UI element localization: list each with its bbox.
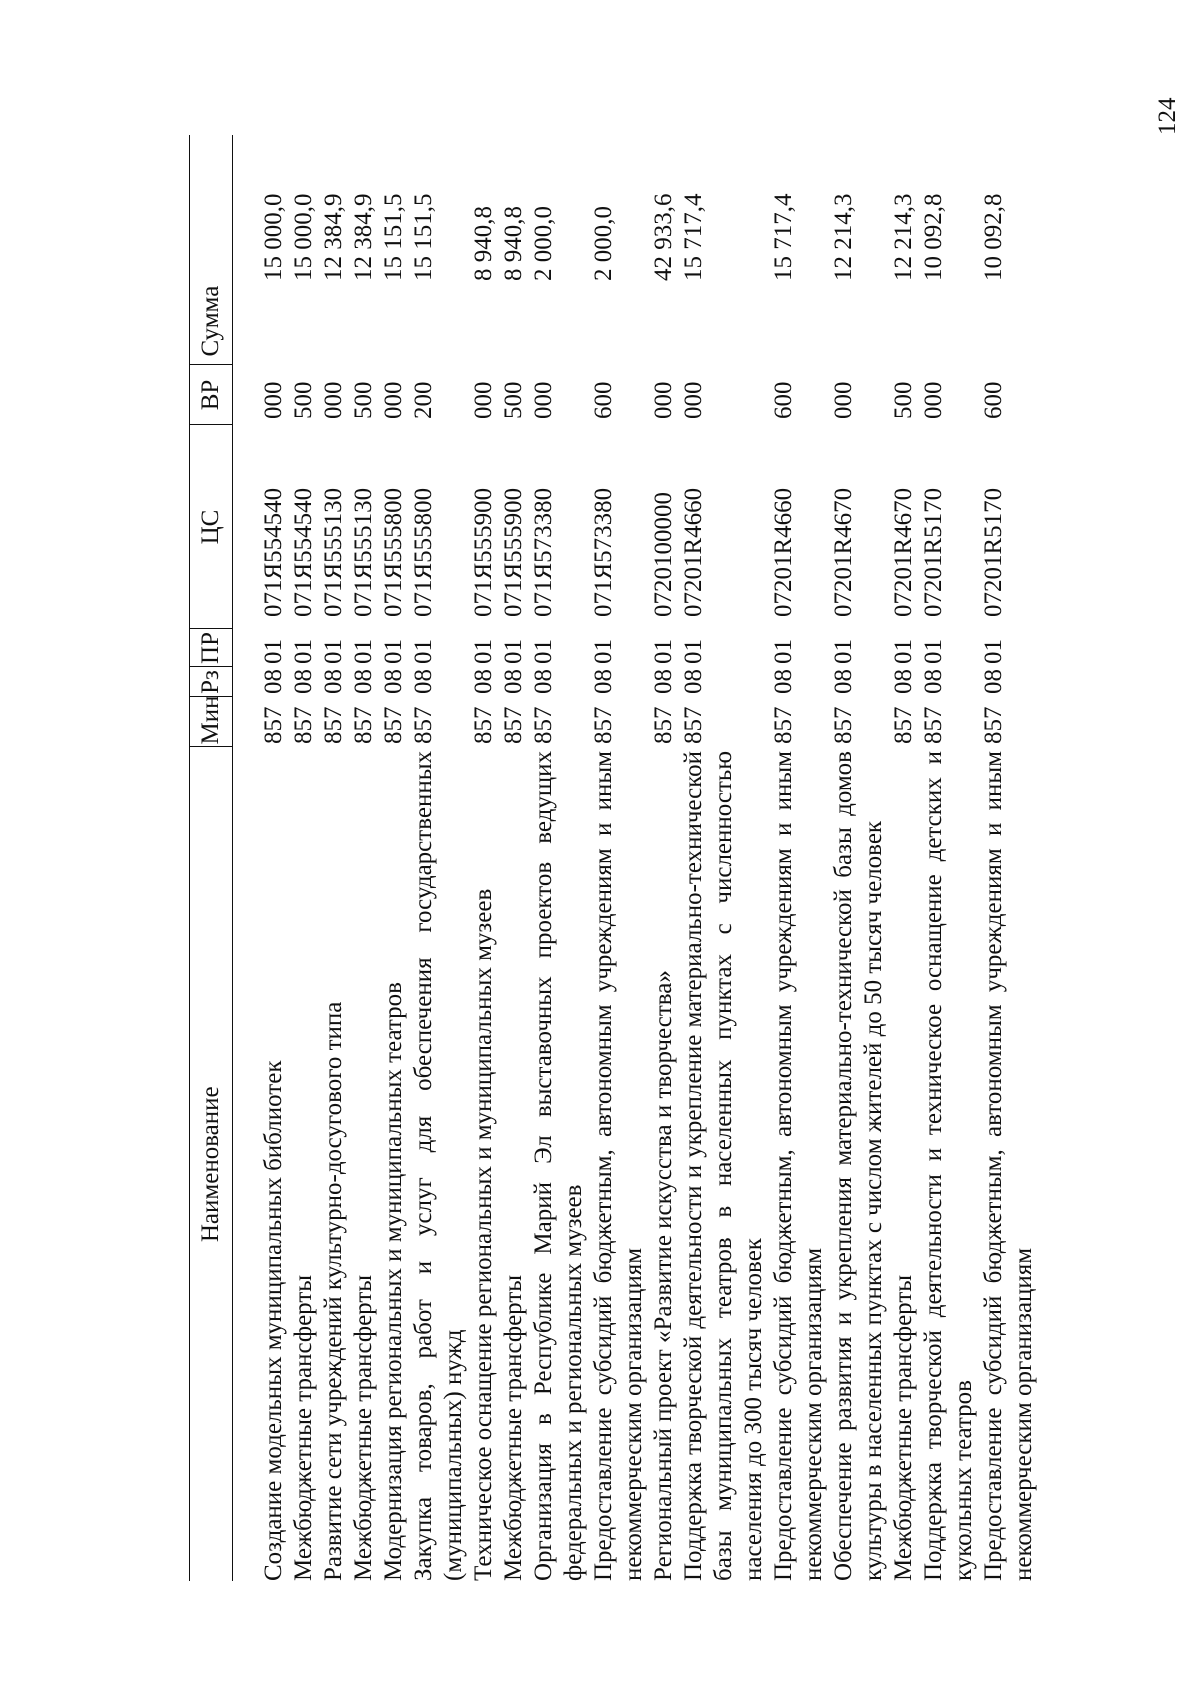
cell-sum: 12 214,3 — [830, 193, 857, 281]
cell-name: Межбюджетные трансферты — [500, 1274, 527, 1581]
cell-sum: 15 717,4 — [770, 193, 797, 281]
cell-rz: 08 — [470, 669, 497, 694]
cell-min: 857 — [350, 706, 377, 744]
cell-cs: 071Я555900 — [470, 487, 497, 617]
cell-vr: 200 — [410, 381, 437, 419]
cell-pr: 01 — [770, 639, 797, 664]
cell-cs: 07201R4660 — [680, 487, 707, 617]
cell-min: 857 — [590, 706, 617, 744]
table-row — [529, 135, 589, 1581]
cell-sum: 10 092,8 — [980, 193, 1007, 281]
cell-min: 857 — [260, 706, 287, 744]
cell-cs: 071Я573380 — [590, 487, 617, 617]
cell-pr: 01 — [500, 639, 527, 664]
header-sum: Сумма — [190, 135, 233, 365]
cell-sum: 15 000,0 — [260, 193, 287, 281]
table-row — [379, 135, 409, 1581]
cell-vr: 000 — [650, 381, 677, 419]
cell-min: 857 — [290, 706, 317, 744]
table-row — [409, 135, 469, 1581]
cell-rz: 08 — [920, 669, 947, 694]
cell-name: Закупка товаров, работ и услуг для обеспечения государственных (муниципальных) нужд — [410, 751, 467, 1581]
cell-min: 857 — [470, 706, 497, 744]
table-row — [349, 135, 379, 1581]
cell-vr: 000 — [320, 381, 347, 419]
cell-min: 857 — [830, 706, 857, 744]
cell-cs: 07201R5170 — [980, 487, 1007, 617]
cell-name: Создание модельных муниципальных библиотек — [260, 1060, 287, 1581]
cell-vr: 600 — [980, 381, 1007, 419]
cell-vr: 000 — [380, 381, 407, 419]
cell-min: 857 — [530, 706, 557, 744]
page-number: 124 — [1154, 97, 1181, 135]
cell-pr: 01 — [380, 639, 407, 664]
cell-cs: 07201R4670 — [890, 487, 917, 617]
cell-min: 857 — [380, 706, 407, 744]
cell-sum: 15 000,0 — [290, 193, 317, 281]
cell-vr: 000 — [920, 381, 947, 419]
cell-rz: 08 — [590, 669, 617, 694]
cell-sum: 10 092,8 — [920, 193, 947, 281]
cell-name: Организация в Республике Марий Эл выставочных проектов ведущих федеральных и региональных музеев — [530, 751, 587, 1581]
cell-min: 857 — [500, 706, 527, 744]
cell-vr: 500 — [290, 381, 317, 419]
cell-pr: 01 — [260, 639, 287, 664]
cell-min: 857 — [920, 706, 947, 744]
cell-cs: 071Я573380 — [530, 487, 557, 617]
cell-name: Предоставление субсидий бюджетным, автономным учреждениям и иным некоммерческим организациям — [590, 751, 647, 1581]
cell-pr: 01 — [920, 639, 947, 664]
cell-vr: 600 — [590, 381, 617, 419]
cell-cs: 07201R5170 — [920, 487, 947, 617]
cell-rz: 08 — [260, 669, 287, 694]
cell-cs: 0720100000 — [650, 492, 677, 617]
cell-rz: 08 — [770, 669, 797, 694]
cell-rz: 08 — [530, 669, 557, 694]
cell-sum: 2 000,0 — [530, 206, 557, 281]
cell-vr: 000 — [530, 381, 557, 419]
cell-cs: 071Я555130 — [320, 487, 347, 617]
cell-vr: 000 — [470, 381, 497, 419]
cell-pr: 01 — [410, 639, 437, 664]
cell-sum: 2 000,0 — [590, 206, 617, 281]
cell-sum: 15 151,5 — [410, 193, 437, 281]
cell-pr: 01 — [590, 639, 617, 664]
cell-pr: 01 — [980, 639, 1007, 664]
cell-name: Межбюджетные трансферты — [290, 1274, 317, 1581]
cell-name: Обеспечение развития и укрепления материально-технической базы домов культуры в населенных пунктах с числом жителей до 50 тысяч человек — [830, 751, 887, 1581]
cell-pr: 01 — [650, 639, 677, 664]
table-row — [889, 135, 919, 1581]
cell-sum: 15 151,5 — [380, 193, 407, 281]
cell-pr: 01 — [830, 639, 857, 664]
budget-table — [189, 135, 1039, 1581]
table-header-row — [190, 135, 233, 1581]
cell-name: Техническое оснащение региональных и муниципальных музеев — [470, 888, 497, 1581]
cell-pr: 01 — [290, 639, 317, 664]
table-row — [649, 135, 679, 1581]
rotated-page-content — [189, 135, 1037, 1581]
cell-vr: 000 — [830, 381, 857, 419]
cell-sum: 8 940,8 — [500, 206, 527, 281]
cell-vr: 500 — [890, 381, 917, 419]
cell-name: Предоставление субсидий бюджетным, автономным учреждениям и иным некоммерческим организациям — [770, 751, 827, 1581]
cell-min: 857 — [980, 706, 1007, 744]
table-row — [289, 135, 319, 1581]
cell-rz: 08 — [410, 669, 437, 694]
cell-vr: 000 — [260, 381, 287, 419]
cell-cs: 071Я554540 — [290, 487, 317, 617]
cell-rz: 08 — [500, 669, 527, 694]
cell-cs: 07201R4670 — [830, 487, 857, 617]
cell-sum: 12 384,9 — [350, 193, 377, 281]
table-body — [233, 135, 1040, 1581]
cell-sum: 12 384,9 — [320, 193, 347, 281]
cell-name: Поддержка творческой деятельности и укрепление материально-технической базы муниципальных театров в населенных пунктах с численностью населения до 300 тысяч человек — [680, 751, 767, 1581]
header-name: Наименование — [190, 747, 233, 1581]
cell-pr: 01 — [530, 639, 557, 664]
cell-name: Развитие сети учреждений культурно-досугового типа — [320, 1001, 347, 1581]
header-spacer — [233, 135, 260, 1581]
cell-vr: 500 — [350, 381, 377, 419]
cell-cs: 071Я554540 — [260, 487, 287, 617]
table-row — [769, 135, 829, 1581]
cell-min: 857 — [650, 706, 677, 744]
cell-rz: 08 — [350, 669, 377, 694]
cell-sum: 42 933,6 — [650, 193, 677, 281]
cell-rz: 08 — [980, 669, 1007, 694]
table-row — [919, 135, 979, 1581]
cell-name: Поддержка творческой деятельности и техническое оснащение детских и кукольных театров — [920, 751, 977, 1581]
table-row — [589, 135, 649, 1581]
cell-cs: 07201R4660 — [770, 487, 797, 617]
table-row — [469, 135, 499, 1581]
cell-sum: 8 940,8 — [470, 206, 497, 281]
cell-pr: 01 — [350, 639, 377, 664]
cell-min: 857 — [680, 706, 707, 744]
cell-name: Региональный проект «Развитие искусства и творчества» — [650, 970, 677, 1581]
cell-rz: 08 — [380, 669, 407, 694]
cell-rz: 08 — [890, 669, 917, 694]
header-pr: ПР — [190, 629, 233, 667]
cell-cs: 071Я555800 — [380, 487, 407, 617]
cell-pr: 01 — [890, 639, 917, 664]
cell-rz: 08 — [290, 669, 317, 694]
header-min: Мин — [190, 697, 233, 747]
cell-min: 857 — [320, 706, 347, 744]
table-row — [499, 135, 529, 1581]
cell-name: Межбюджетные трансферты — [890, 1274, 917, 1581]
cell-cs: 071Я555800 — [410, 487, 437, 617]
cell-cs: 071Я555130 — [350, 487, 377, 617]
table-row — [319, 135, 349, 1581]
header-cs: ЦС — [190, 425, 233, 629]
cell-rz: 08 — [680, 669, 707, 694]
cell-name: Предоставление субсидий бюджетным, автономным учреждениям и иным некоммерческим организациям — [980, 751, 1037, 1581]
cell-sum: 15 717,4 — [680, 193, 707, 281]
cell-rz: 08 — [320, 669, 347, 694]
cell-name: Межбюджетные трансферты — [350, 1274, 377, 1581]
cell-rz: 08 — [650, 669, 677, 694]
cell-min: 857 — [410, 706, 437, 744]
table-row — [679, 135, 769, 1581]
cell-vr: 500 — [500, 381, 527, 419]
cell-cs: 071Я555900 — [500, 487, 527, 617]
table-row — [979, 135, 1039, 1581]
cell-name: Модернизация региональных и муниципальных театров — [380, 982, 407, 1581]
header-vr: ВР — [190, 365, 233, 425]
cell-rz: 08 — [830, 669, 857, 694]
cell-pr: 01 — [470, 639, 497, 664]
cell-min: 857 — [770, 706, 797, 744]
cell-pr: 01 — [680, 639, 707, 664]
table-row — [259, 135, 289, 1581]
cell-vr: 000 — [680, 381, 707, 419]
cell-min: 857 — [890, 706, 917, 744]
cell-vr: 600 — [770, 381, 797, 419]
table-row — [829, 135, 889, 1581]
cell-sum: 12 214,3 — [890, 193, 917, 281]
cell-pr: 01 — [320, 639, 347, 664]
header-rz: Рз — [190, 667, 233, 697]
